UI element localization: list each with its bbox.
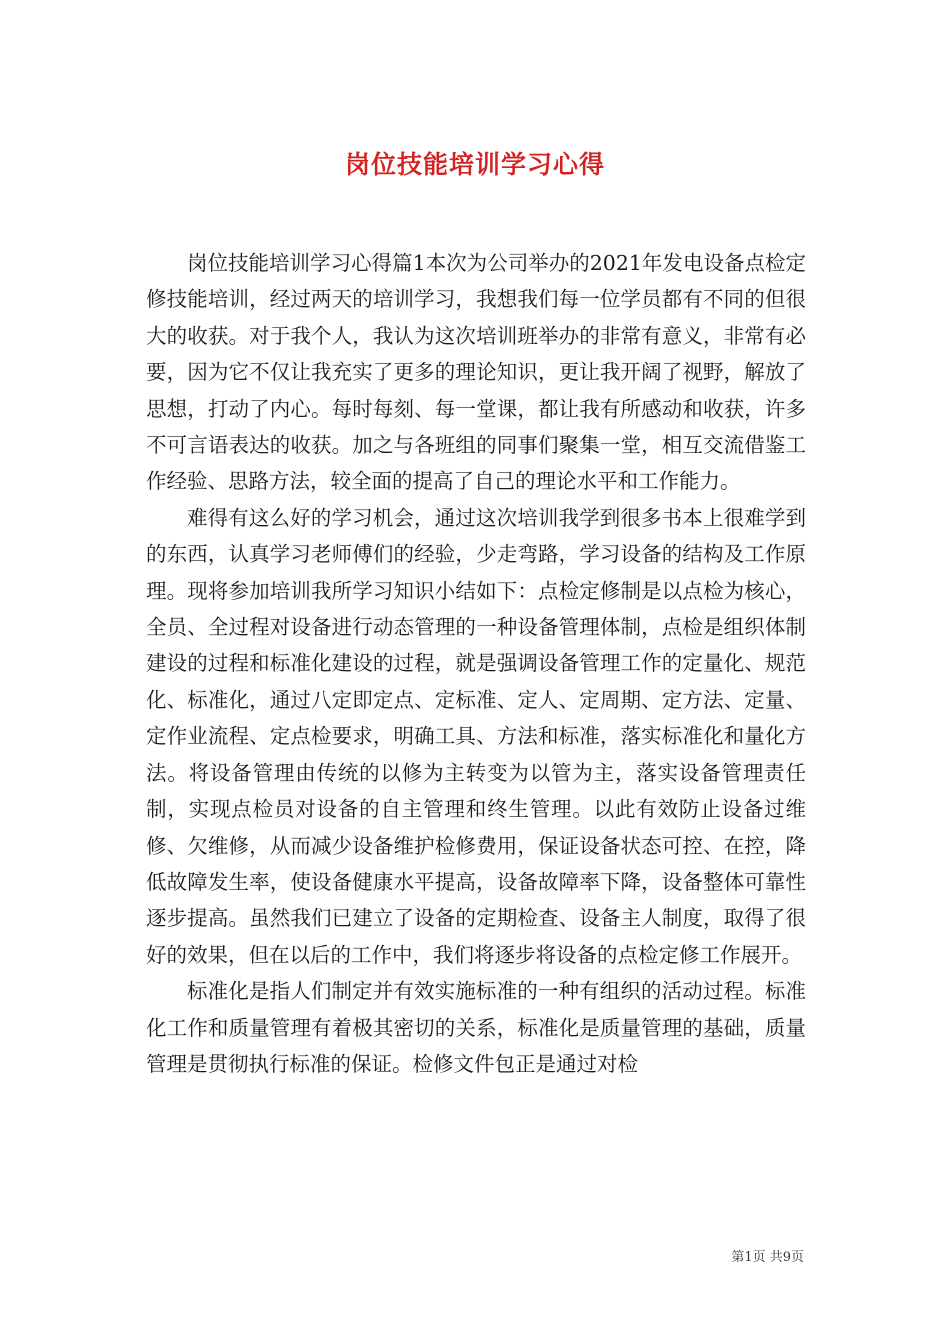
document-title: 岗位技能培训学习心得 — [344, 149, 605, 179]
page-number-footer: 第1页 共9页 — [731, 1250, 804, 1265]
paragraph-2: 难得有这么好的学习机会，通过这次培训我学到很多书本上很难学到的东西，认真学习老师傅们的经验，少走弯路，学习设备的结构及工作原理。现将参加培训我所学习知识小结如下：点检定修制是以点检为核心，全员、全过程对设备进行动态管理的一种设备管理体制，点检是组织体制建设的过程和标准化建设的过程，就是强调设备管理工作的定量化、规范化、标准化，通过八定即定点、定标准、定人、定周期、定方法、定量、定作业流程、定点检要求，明确工具、方法和标准，落实标准化和量化方法。将设备管理由传统的以修为主转变为以管为主，落实设备管理责任制，实现点检员对设备的自主管理和终生管理。以此有效防止设备过维修、欠维修，从而减少设备维护检修费用，保证设备状态可控、在控，降低故障发生率，使设备健康水平提高，设备故障率下降，设备整体可靠性逐步提高。虽然我们已建立了设备的定期检查、设备主人制度，取得了很好的效果，但在以后的工作中，我们将逐步将设备的点检定修工作展开。 — [146, 505, 806, 967]
paragraph-3: 标准化是指人们制定并有效实施标准的一种有组织的活动过程。标准化工作和质量管理有着极其密切的关系，标准化是质量管理的基础，质量管理是贯彻执行标准的保证。检修文件包正是通过对检 — [146, 979, 806, 1076]
document-body — [146, 245, 806, 1082]
paragraph-1: 岗位技能培训学习心得篇1本次为公司举办的2021年发电设备点检定修技能培训，经过两天的培训学习，我想我们每一位学员都有不同的但很大的收获。对于我个人，我认为这次培训班举办的非常有意义，非常有必要，因为它不仅让我充实了更多的理论知识，更让我开阔了视野，解放了思想，打动了内心。每时每刻、每一堂课，都让我有所感动和收获，许多不可言语表达的收获。加之与各班组的同事们聚集一堂，相互交流借鉴工作经验、思路方法，较全面的提高了自己的理论水平和工作能力。 — [146, 251, 806, 494]
